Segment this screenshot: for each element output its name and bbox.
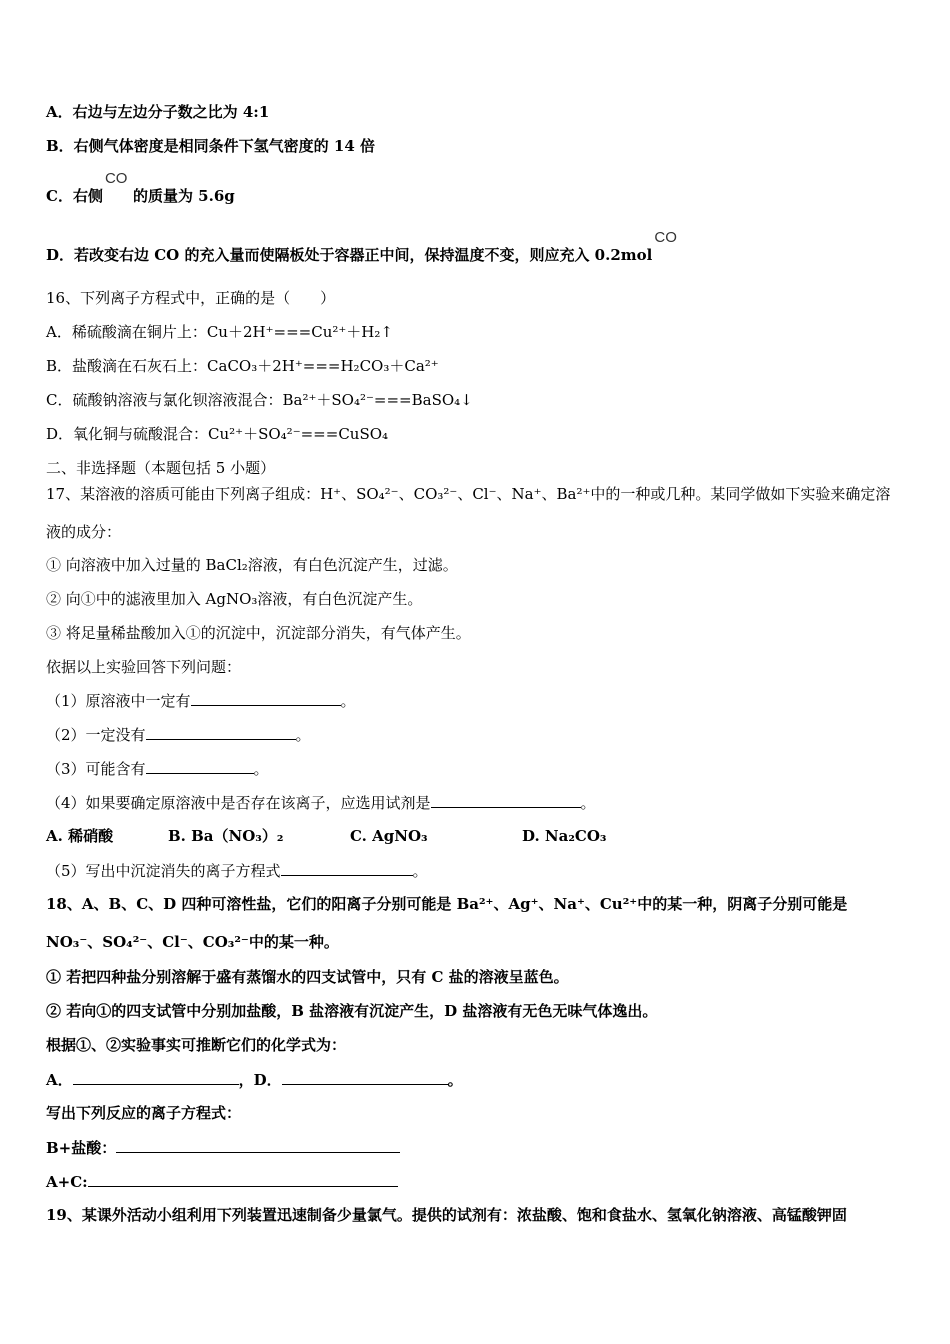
- q19-stem: 19、某课外活动小组利用下列装置迅速制备少量氯气。提供的试剂有：浓盐酸、饱和食盐水、氢氧化钠溶液、高锰酸钾固: [46, 1206, 847, 1224]
- q17-part-2: （2）一定没有 。: [46, 726, 311, 744]
- q18-equation-2: A+C:: [46, 1171, 398, 1192]
- q18-step-1: ① 若把四种盐分别溶解于盛有蒸馏水的四支试管中，只有 C 盐的溶液呈蓝色。: [46, 968, 569, 986]
- answer-blank[interactable]: [431, 792, 581, 808]
- q17-part-3: （3）可能含有 。: [46, 760, 269, 778]
- q16-option-b: B．盐酸滴在石灰石上：CaCO₃＋2H⁺===H₂CO₃＋Ca²⁺: [46, 357, 439, 375]
- answer-blank-a[interactable]: [73, 1069, 239, 1085]
- choice-a: A. 稀硝酸: [46, 827, 114, 845]
- answer-blank-d[interactable]: [282, 1069, 448, 1085]
- answer-blank[interactable]: [191, 690, 341, 706]
- choice-b: B. Ba（NO₃）₂: [168, 827, 284, 845]
- q18-write-prompt: 写出下列反应的离子方程式：: [46, 1104, 242, 1122]
- answer-blank[interactable]: [281, 860, 413, 876]
- q18-stem-cont: NO₃⁻、SO₄²⁻、Cl⁻、CO₃²⁻中的某一种。: [46, 933, 339, 951]
- q15-option-c-suffix: 的质量为 5.6g: [132, 187, 235, 205]
- answer-blank[interactable]: [146, 758, 254, 774]
- q18-answers: A． ，D． 。: [46, 1071, 463, 1089]
- q16-option-c: C．硫酸钠溶液与氯化钡溶液混合：Ba²⁺＋SO₄²⁻===BaSO₄↓: [46, 391, 473, 409]
- q17-stem-cont: 液的成分：: [46, 523, 122, 541]
- choice-c: C. AgNO₃: [350, 827, 428, 845]
- q15-option-c: [46, 170, 235, 206]
- q18-step-2: ② 若向①的四支试管中分别加盐酸，B 盐溶液有沉淀产生，D 盐溶液有无色无味气体逸出。: [46, 1002, 658, 1020]
- q16-option-d: D．氧化铜与硫酸混合：Cu²⁺＋SO₄²⁻===CuSO₄: [46, 425, 389, 443]
- q15-option-b: B．右侧气体密度是相同条件下氢气密度的 14 倍: [46, 137, 375, 155]
- q17-part-4: （4）如果要确定原溶液中是否存在该离子，应选用试剂是 。: [46, 794, 596, 812]
- q16-option-a: A．稀硫酸滴在铜片上：Cu＋2H⁺===Cu²⁺＋H₂↑: [46, 323, 393, 341]
- answer-blank[interactable]: [116, 1137, 400, 1153]
- answer-blank[interactable]: [146, 724, 296, 740]
- q16-stem: 16、下列离子方程式中，正确的是（ ）: [46, 289, 336, 307]
- q17-step-3: ③ 将足量稀盐酸加入①的沉淀中，沉淀部分消失，有气体产生。: [46, 624, 471, 642]
- q17-stem: 17、某溶液的溶质可能由下列离子组成：H⁺、SO₄²⁻、CO₃²⁻、Cl⁻、Na⁺、Ba²⁺中的一种或几种。某同学做如下实验来确定溶: [46, 485, 891, 503]
- q18-infer: 根据①、②实验事实可推断它们的化学式为：: [46, 1036, 347, 1054]
- q18-equation-1: B+盐酸：: [46, 1137, 400, 1158]
- choice-d: D. Na₂CO₃: [522, 827, 607, 845]
- q18-stem: 18、A、B、C、D 四种可溶性盐，它们的阳离子分别可能是 Ba²⁺、Ag⁺、Na⁺、Cu²⁺中的某一种，阴离子分别可能是: [46, 895, 848, 913]
- q17-choices: [46, 826, 607, 846]
- q15-option-d: [46, 229, 682, 265]
- q15-option-d-text: D．若改变右边 CO 的充入量而使隔板处于容器正中间，保持温度不变，则应充入 0.2mol: [46, 246, 653, 264]
- q15-option-a: A．右边与左边分子数之比为 4:1: [46, 103, 270, 121]
- answer-blank[interactable]: [88, 1171, 398, 1187]
- q15-option-c-prefix: C．右侧: [46, 187, 103, 205]
- q17-step-2: ② 向①中的滤液里加入 AgNO₃溶液，有白色沉淀产生。: [46, 590, 423, 608]
- q17-step-1: ① 向溶液中加入过量的 BaCl₂溶液，有白色沉淀产生，过滤。: [46, 556, 458, 574]
- section-heading: 二、非选择题（本题包括 5 小题）: [46, 459, 276, 477]
- co-formula-image: CO: [104, 170, 128, 187]
- q17-intro: 依据以上实验回答下列问题：: [46, 658, 242, 676]
- q17-part-5: （5）写出中沉淀消失的离子方程式 。: [46, 862, 428, 880]
- q17-part-1: （1）原溶液中一定有 。: [46, 692, 356, 710]
- co-formula-image: CO: [654, 229, 677, 246]
